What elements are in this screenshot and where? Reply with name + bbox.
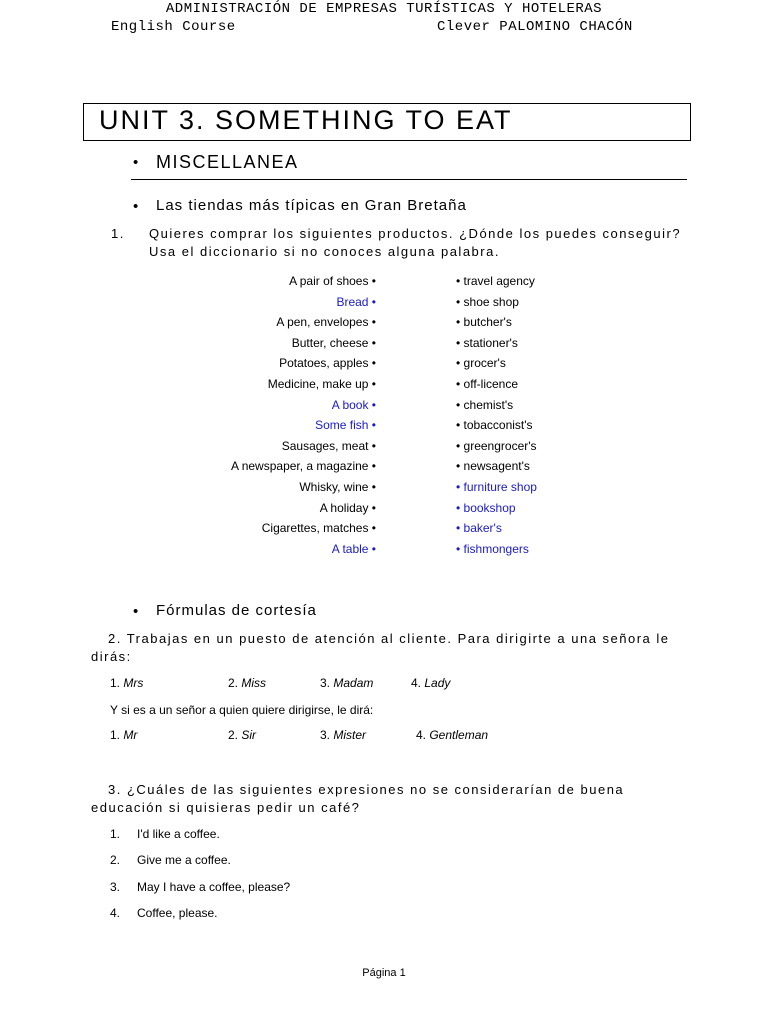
product-item: A table •	[331, 541, 376, 556]
option-number: 3.	[320, 728, 334, 742]
shop-item: • bookshop	[456, 500, 516, 515]
option-number: 1.	[110, 728, 124, 742]
product-item: Potatoes, apples •	[279, 356, 376, 371]
shop-item: • tobacconist's	[456, 418, 533, 433]
shop-item: • fishmongers	[456, 541, 529, 556]
bullet-icon: •	[133, 154, 139, 171]
question-1-line-2: Usa el diccionario si no conoces alguna palabra.	[149, 244, 500, 259]
option-text: Miss	[241, 676, 267, 690]
shop-item: • furniture shop	[456, 480, 537, 494]
header-course: English Course	[111, 19, 236, 35]
product-item: A pair of shoes •	[289, 274, 376, 288]
option-text: Lady	[424, 676, 451, 690]
section-courtesy-heading: Fórmulas de cortesía	[156, 602, 317, 619]
option-text: Sir	[241, 728, 257, 742]
option-item	[110, 676, 143, 690]
shop-item: • baker's	[456, 521, 502, 536]
option-number: 3.	[320, 676, 334, 690]
q3-item-number: 2.	[110, 853, 121, 868]
option-item	[228, 728, 256, 742]
question-2-sub: Y si es a un señor a quien quiere dirigirse, le dirá:	[110, 703, 374, 717]
q3-item-text: Give me a coffee.	[137, 853, 231, 868]
page-footer: Página 1	[362, 967, 406, 979]
shop-item: • stationer's	[456, 335, 518, 350]
question-1-line-1: Quieres comprar los siguientes productos. ¿Dónde los puedes conseguir?	[149, 226, 682, 241]
q3-item-number: 1.	[110, 827, 121, 841]
product-item: A pen, envelopes •	[276, 315, 376, 330]
option-text: Mister	[333, 728, 367, 742]
question-3-line-1: 3. ¿Cuáles de las siguientes expresiones no se considerarían de buena	[108, 782, 625, 797]
option-item	[416, 728, 488, 742]
option-text: Mrs	[123, 676, 144, 690]
shop-item: • greengrocer's	[456, 438, 537, 453]
option-text: Madam	[333, 676, 374, 690]
product-item: Whisky, wine •	[299, 480, 376, 494]
question-3-line-2: educación si quisieras pedir un café?	[91, 800, 361, 815]
question-2-line-2: dirás:	[91, 649, 132, 664]
q3-item-number: 4.	[110, 905, 121, 920]
option-number: 4.	[411, 676, 425, 690]
option-item	[320, 728, 366, 742]
product-item: Some fish •	[315, 418, 376, 433]
option-number: 4.	[416, 728, 430, 742]
product-item: A newspaper, a magazine •	[231, 459, 376, 474]
product-item: Cigarettes, matches •	[261, 521, 376, 536]
product-item: Medicine, make up •	[267, 377, 376, 391]
option-item	[320, 676, 373, 690]
question-2-line-1: 2. Trabajas en un puesto de atención al cliente. Para dirigirte a una señora le	[108, 631, 670, 646]
shop-item: • shoe shop	[456, 294, 519, 309]
question-1-number: 1.	[111, 226, 125, 241]
option-number: 1.	[110, 676, 124, 690]
q3-item-text: Coffee, please.	[137, 905, 218, 920]
option-number: 2.	[228, 676, 242, 690]
header-institution: ADMINISTRACIÓN DE EMPRESAS TURÍSTICAS Y HOTELERAS	[165, 1, 603, 17]
shop-item: • newsagent's	[456, 459, 530, 474]
section-miscellanea: MISCELLANEA	[156, 152, 299, 172]
section-divider	[131, 179, 687, 180]
shop-item: • chemist's	[456, 397, 514, 412]
option-text: Gentleman	[429, 728, 489, 742]
shop-item: • off-licence	[456, 377, 519, 391]
product-item: Butter, cheese •	[291, 335, 376, 350]
product-item: Sausages, meat •	[281, 438, 376, 453]
shop-item: • travel agency	[456, 274, 535, 288]
unit-title: UNIT 3. SOMETHING TO EAT	[99, 105, 513, 135]
header-author: Clever PALOMINO CHACÓN	[437, 19, 633, 35]
option-text: Mr	[123, 728, 138, 742]
bullet-icon: •	[133, 603, 139, 620]
q3-item-text: I'd like a coffee.	[137, 827, 220, 841]
bullet-icon: •	[133, 198, 139, 215]
section-shops-heading: Las tiendas más típicas en Gran Bretaña	[156, 197, 467, 214]
option-item	[411, 676, 450, 690]
product-item: A holiday •	[319, 500, 376, 515]
product-item: Bread •	[336, 294, 376, 309]
option-item	[228, 676, 266, 690]
q3-item-number: 3.	[110, 879, 121, 894]
q3-item-text: May I have a coffee, please?	[137, 879, 291, 894]
option-number: 2.	[228, 728, 242, 742]
product-item: A book •	[331, 397, 376, 412]
shop-item: • grocer's	[456, 356, 506, 371]
unit-title-box	[83, 103, 691, 141]
option-item	[110, 728, 137, 742]
shop-item: • butcher's	[456, 315, 512, 330]
